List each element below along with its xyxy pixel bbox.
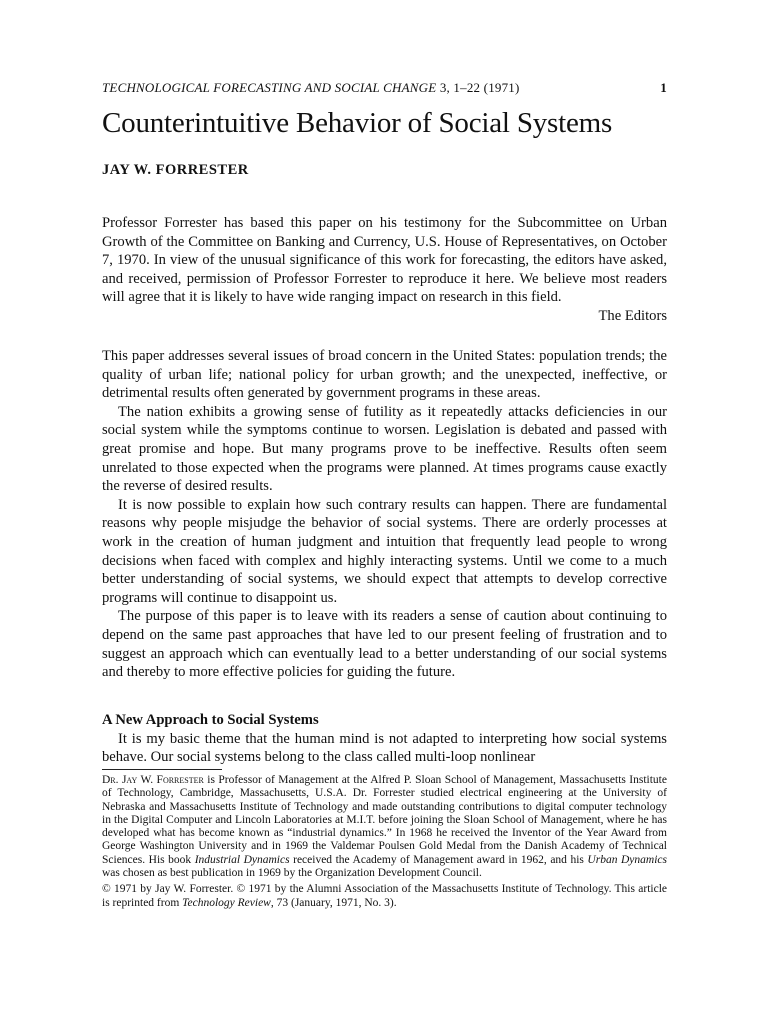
source-title: Technology Review bbox=[182, 896, 271, 909]
bio-text: received the Academy of Management award in 1962, and his bbox=[289, 853, 588, 866]
journal-name: TECHNOLOGICAL FORECASTING AND SOCIAL CHANGE bbox=[102, 80, 437, 95]
book-title: Industrial Dynamics bbox=[194, 853, 290, 866]
article-title: Counterintuitive Behavior of Social Systems bbox=[102, 107, 613, 139]
bio-text: is Professor of Management at the Alfred P. Sloan School of Management, Massachusetts Institute of Technology, Cambridge, Massachusetts, U.S.A. Dr. Forrester studied electrical engineering at the University of Nebraska and Massachusetts Institute of Technology and made outstanding contributions to digital computer technology in the Digital Computer and Lincoln Laboratories at M.I.T. before joining the Sloan School of Management, where he has developed what has become known as “industrial dynamics.” In 1968 he received the Inventor of the Year Award from George Washington University and in 1969 the Valdemar Poulsen Gold Medal from the Danish Academy of Technical Sciences. His book bbox=[102, 774, 667, 866]
body-paragraph: The purpose of this paper is to leave with its readers a sense of caution about continuing to depend on the same past approaches that have led to our present feeling of frustration and to suggest an approach which can eventually lead to a better understanding of our social systems and thereby to more effective policies for guiding the future. bbox=[102, 608, 667, 681]
page-number: 1 bbox=[660, 80, 667, 95]
footnotes bbox=[102, 774, 667, 910]
author-bio bbox=[102, 774, 667, 880]
footnote-rule bbox=[102, 769, 222, 770]
bio-text: was chosen as best publication in 1969 by the Organization Development Council. bbox=[102, 867, 482, 880]
section-new-approach bbox=[102, 711, 667, 767]
copyright-notice bbox=[102, 883, 667, 910]
book-title: Urban Dynamics bbox=[587, 853, 667, 866]
article-body bbox=[102, 347, 667, 682]
author-name: JAY W. FORRESTER bbox=[102, 162, 249, 178]
body-paragraph: It is now possible to explain how such contrary results can happen. There are fundamental reasons why people misjudge the behavior of social systems. There are orderly processes at work in the creation of human judgment and intuition that frequently lead people to wrong decisions when faced with complex and highly interacting systems. Until we come to a much better understanding of social systems, we should expect that attempts to develop corrective programs will continue to disappoint us. bbox=[102, 496, 667, 606]
body-paragraph: The nation exhibits a growing sense of futility as it repeatedly attacks deficiencies in our social system while the symptoms continue to worsen. Legislation is debated and passed with great promise and hope. But many programs prove to be ineffective. Results often seem unrelated to those expected when the programs were planned. At times programs cause exactly the reverse of desired results. bbox=[102, 403, 667, 495]
editors-note-text: Professor Forrester has based this paper on his testimony for the Subcommittee on Urban Growth of the Committee on Banking and Currency, U.S. House of Representatives, on October 7, 1970. In view of the unusual significance of this work for forecasting, the editors have asked, and received, permission of Professor Forrester to reproduce it here. We believe most readers will agree that it is likely to have wide ranging impact on research in this field. bbox=[102, 215, 667, 306]
journal-citation: 3, 1–22 (1971) bbox=[439, 80, 520, 95]
running-head bbox=[102, 80, 667, 96]
copyright-text: , 73 (January, 1971, No. 3). bbox=[270, 896, 397, 909]
editors-signature: The Editors bbox=[598, 307, 667, 324]
body-paragraph: This paper addresses several issues of broad concern in the United States: population trends; the quality of urban life; national policy for urban growth; and the unexpected, ineffective, or detrimental results often generated by government programs in these areas. bbox=[102, 348, 667, 402]
editors-note bbox=[102, 214, 667, 326]
section-heading: A New Approach to Social Systems bbox=[102, 712, 319, 728]
copyright-text: © 1971 by Jay W. Forrester. © 1971 by the Alumni Association of the Massachusetts Institute of Technology. This article is reprinted from bbox=[102, 883, 667, 909]
bio-author-name: Dr. Jay W. Forrester bbox=[102, 774, 204, 786]
section-paragraph: It is my basic theme that the human mind is not adapted to interpreting how social systems behave. Our social systems belong to the class called multi-loop nonlinear bbox=[102, 730, 667, 766]
